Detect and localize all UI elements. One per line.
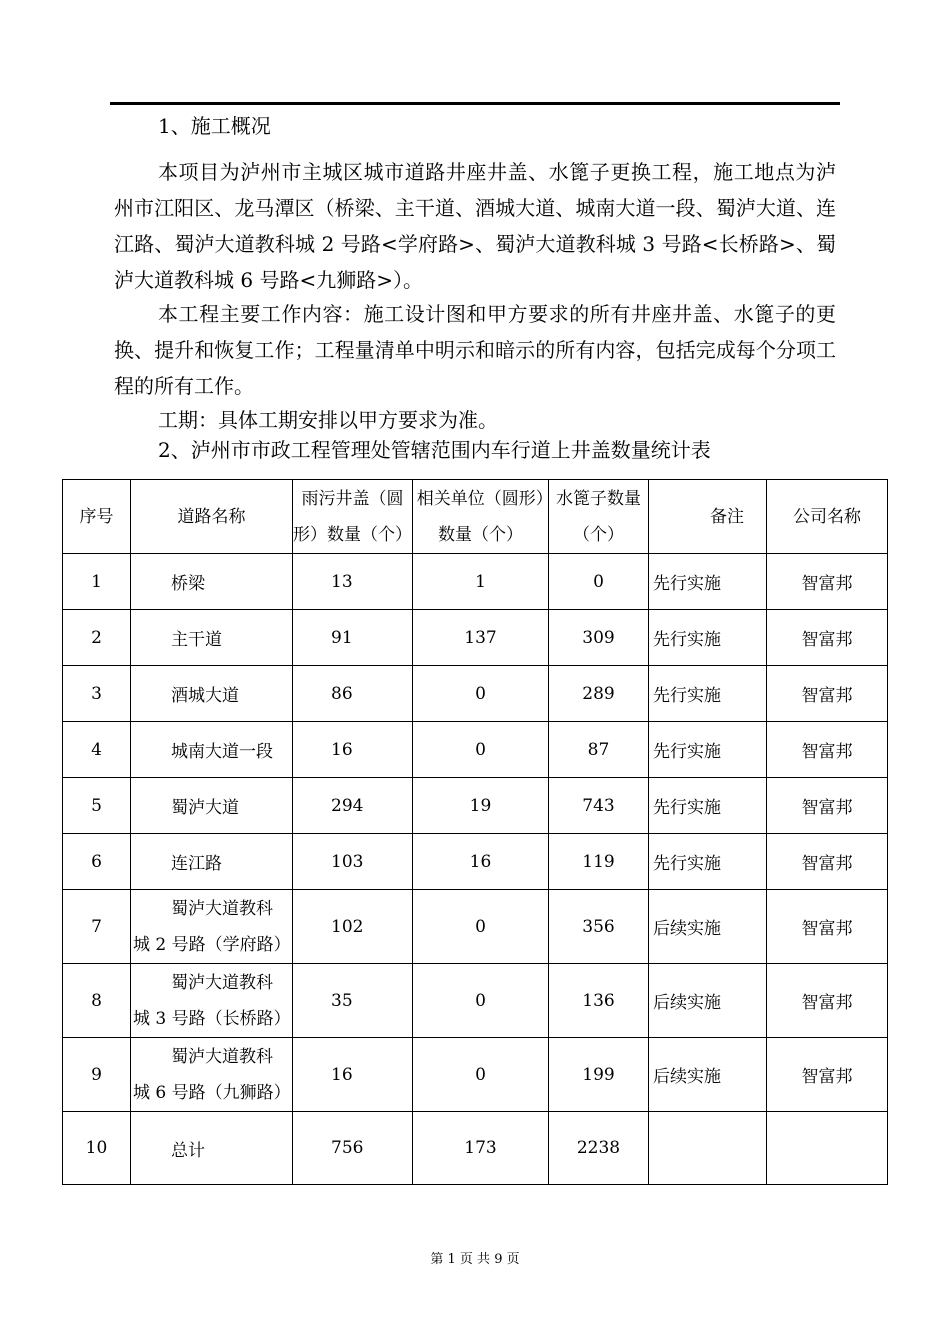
cell-road-line-2: 城 6 号路（九狮路） bbox=[133, 1082, 291, 1103]
cell-road-line-1: 蜀泸大道教科 bbox=[171, 1046, 273, 1067]
cell-road-line-2: 城 3 号路（长桥路） bbox=[133, 1008, 291, 1029]
cell-company: 智富邦 bbox=[767, 964, 888, 1038]
cell-grate: 199 bbox=[549, 1038, 649, 1112]
table-row bbox=[63, 610, 888, 666]
cell-rain: 756 bbox=[293, 1112, 413, 1185]
cell-grate: 309 bbox=[549, 610, 649, 666]
cell-company: 智富邦 bbox=[767, 834, 888, 890]
cell-grate: 289 bbox=[549, 666, 649, 722]
cell-no: 1 bbox=[63, 554, 131, 610]
cell-related: 173 bbox=[413, 1112, 549, 1185]
header-grate: 水篦子数量（个） bbox=[549, 480, 649, 554]
section-1-heading: 1、施工概况 bbox=[158, 114, 271, 138]
cell-note: 先行实施 bbox=[649, 610, 767, 666]
cell-rain: 102 bbox=[293, 890, 413, 964]
cell-related: 0 bbox=[413, 890, 549, 964]
cell-note: 后续实施 bbox=[649, 1038, 767, 1112]
project-overview-paragraph: 本项目为泸州市主城区城市道路井座井盖、水篦子更换工程，施工地点为泸州市江阳区、龙马潭区（桥梁、主干道、酒城大道、城南大道一段、蜀泸大道、连江路、蜀泸大道教科城 2 号路<学府路>、蜀泸大道教科城 3 号路<长桥路>、蜀泸大道教科城 6 号路<九狮路>）。 bbox=[114, 160, 836, 292]
cell-rain: 16 bbox=[293, 722, 413, 778]
header-rule bbox=[110, 102, 840, 105]
cell-note bbox=[649, 1112, 767, 1185]
cell-company: 智富邦 bbox=[767, 722, 888, 778]
cell-road: 总计 bbox=[131, 1112, 293, 1185]
cell-note: 先行实施 bbox=[649, 834, 767, 890]
cell-company: 智富邦 bbox=[767, 890, 888, 964]
cell-no: 9 bbox=[63, 1038, 131, 1112]
cell-road-line-1: 蜀泸大道教科 bbox=[171, 972, 273, 993]
table-row bbox=[63, 722, 888, 778]
cell-road-line-1: 蜀泸大道教科 bbox=[171, 898, 273, 919]
cell-rain: 294 bbox=[293, 778, 413, 834]
cell-related: 16 bbox=[413, 834, 549, 890]
work-content-paragraph: 本工程主要工作内容：施工设计图和甲方要求的所有井座井盖、水篦子的更换、提升和恢复工作；工程量清单中明示和暗示的所有内容，包括完成每个分项工程的所有工作。 bbox=[114, 302, 836, 398]
cell-road-line-2: 城 2 号路（学府路） bbox=[133, 934, 291, 955]
cell-road bbox=[131, 1038, 293, 1112]
cell-company: 智富邦 bbox=[767, 554, 888, 610]
cell-note: 后续实施 bbox=[649, 890, 767, 964]
cell-rain: 13 bbox=[293, 554, 413, 610]
cell-road: 酒城大道 bbox=[131, 666, 293, 722]
cell-grate: 2238 bbox=[549, 1112, 649, 1185]
table-row bbox=[63, 1038, 888, 1112]
cell-road: 主干道 bbox=[131, 610, 293, 666]
table-header-row bbox=[63, 480, 888, 554]
cell-road: 蜀泸大道 bbox=[131, 778, 293, 834]
table-row bbox=[63, 834, 888, 890]
cell-rain: 16 bbox=[293, 1038, 413, 1112]
cell-road bbox=[131, 964, 293, 1038]
header-no: 序号 bbox=[63, 480, 131, 554]
cell-no: 7 bbox=[63, 890, 131, 964]
cell-no: 10 bbox=[63, 1112, 131, 1185]
cell-company: 智富邦 bbox=[767, 666, 888, 722]
schedule-paragraph: 工期：具体工期安排以甲方要求为准。 bbox=[158, 408, 498, 432]
cell-grate: 87 bbox=[549, 722, 649, 778]
cell-no: 2 bbox=[63, 610, 131, 666]
cell-related: 137 bbox=[413, 610, 549, 666]
page-footer: 第 1 页 共 9 页 bbox=[430, 1252, 520, 1267]
cell-rain: 86 bbox=[293, 666, 413, 722]
table-row bbox=[63, 554, 888, 610]
cell-company: 智富邦 bbox=[767, 1038, 888, 1112]
cell-road: 桥梁 bbox=[131, 554, 293, 610]
cell-no: 4 bbox=[63, 722, 131, 778]
cell-note: 先行实施 bbox=[649, 666, 767, 722]
cell-grate: 0 bbox=[549, 554, 649, 610]
cell-grate: 356 bbox=[549, 890, 649, 964]
cell-related: 0 bbox=[413, 1038, 549, 1112]
cell-note: 后续实施 bbox=[649, 964, 767, 1038]
cell-note: 先行实施 bbox=[649, 722, 767, 778]
cell-company: 智富邦 bbox=[767, 610, 888, 666]
cell-no: 6 bbox=[63, 834, 131, 890]
cell-related: 0 bbox=[413, 722, 549, 778]
cell-company: 智富邦 bbox=[767, 778, 888, 834]
header-road: 道路名称 bbox=[131, 480, 293, 554]
cell-note: 先行实施 bbox=[649, 778, 767, 834]
cell-related: 1 bbox=[413, 554, 549, 610]
cell-grate: 743 bbox=[549, 778, 649, 834]
cell-note: 先行实施 bbox=[649, 554, 767, 610]
cell-company bbox=[767, 1112, 888, 1185]
cell-rain: 91 bbox=[293, 610, 413, 666]
cell-road: 连江路 bbox=[131, 834, 293, 890]
table-row-total bbox=[63, 1112, 888, 1185]
table-row bbox=[63, 890, 888, 964]
cell-no: 3 bbox=[63, 666, 131, 722]
table-row bbox=[63, 666, 888, 722]
table-row bbox=[63, 964, 888, 1038]
cell-road bbox=[131, 890, 293, 964]
header-rain-cover: 雨污井盖（圆形）数量（个） bbox=[293, 480, 413, 554]
cell-grate: 136 bbox=[549, 964, 649, 1038]
cell-rain: 103 bbox=[293, 834, 413, 890]
cell-related: 19 bbox=[413, 778, 549, 834]
cell-road: 城南大道一段 bbox=[131, 722, 293, 778]
header-related-unit: 相关单位（圆形）数量（个） bbox=[413, 480, 549, 554]
manhole-stats-table bbox=[62, 479, 888, 1185]
cell-rain: 35 bbox=[293, 964, 413, 1038]
cell-no: 5 bbox=[63, 778, 131, 834]
section-2-heading: 2、泸州市市政工程管理处管辖范围内车行道上井盖数量统计表 bbox=[158, 438, 711, 462]
cell-grate: 119 bbox=[549, 834, 649, 890]
cell-related: 0 bbox=[413, 964, 549, 1038]
header-company: 公司名称 bbox=[767, 480, 888, 554]
cell-no: 8 bbox=[63, 964, 131, 1038]
cell-related: 0 bbox=[413, 666, 549, 722]
header-note: 备注 bbox=[649, 480, 767, 554]
table-row bbox=[63, 778, 888, 834]
